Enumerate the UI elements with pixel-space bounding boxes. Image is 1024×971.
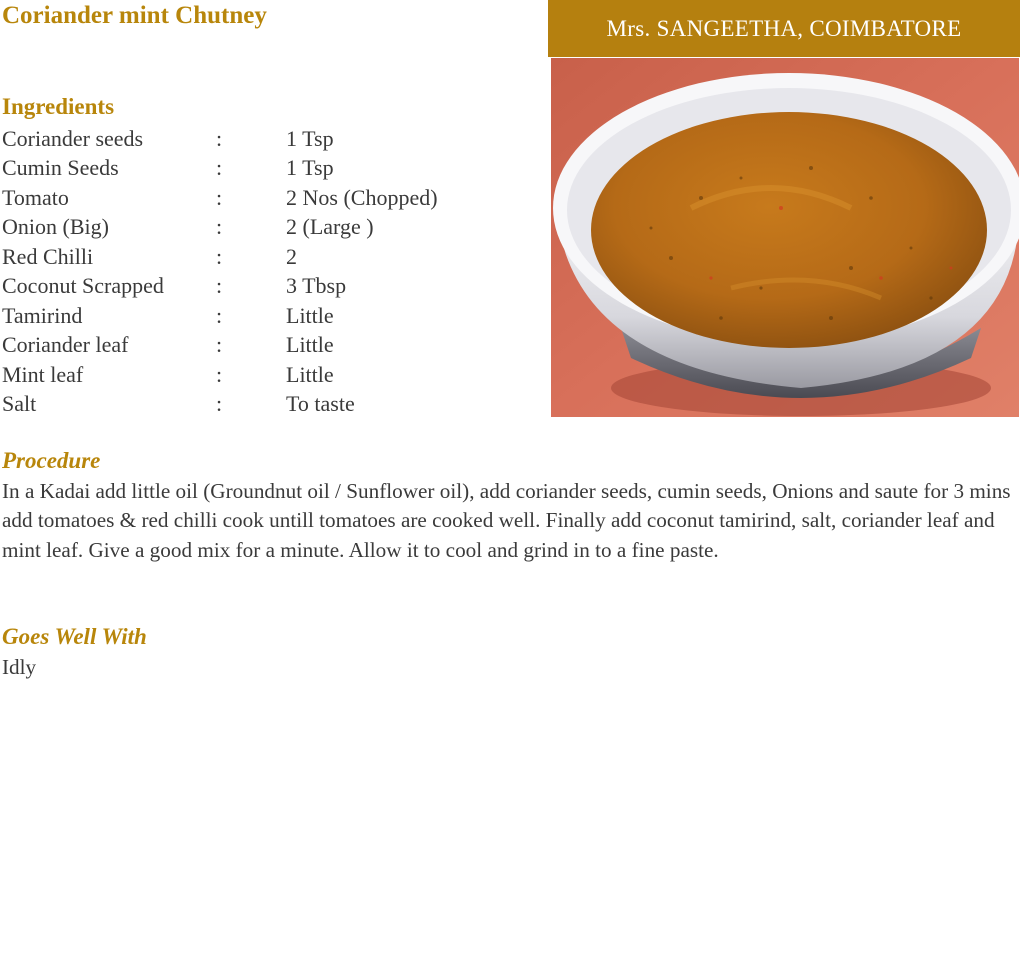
ingredient-name: Mint leaf: [2, 361, 84, 387]
ingredients-heading: Ingredients: [2, 94, 115, 119]
ingredient-name: Tamirind: [2, 302, 83, 328]
ingredient-name: Coriander seeds: [2, 125, 144, 151]
ingredient-row: [2, 390, 542, 420]
ingredient-name: Tomato: [2, 184, 69, 210]
ingredient-separator: :: [216, 184, 223, 210]
ingredient-name: Onion (Big): [2, 214, 109, 240]
goes-well-with-text: Idly: [2, 655, 37, 679]
ingredient-row: [2, 213, 542, 243]
procedure-text: In a Kadai add little oil (Groundnut oil / Sunflower oil), add coriander seeds, cumin seeds, Onions and saute for 3 mins add tomatoes & red chilli cook untill tomatoes are cooked well. Finally add coconut tamirind, salt, coriander leaf and mint leaf. Give a good mix for a minute. Allow it to cool and grind in to a fine paste.: [2, 479, 1011, 562]
ingredient-separator: :: [216, 361, 223, 387]
ingredient-separator: :: [216, 155, 223, 181]
ingredient-quantity: 1 Tsp: [286, 155, 334, 181]
ingredient-row: [2, 331, 542, 361]
ingredient-quantity: 1 Tsp: [286, 125, 334, 151]
chutney-bowl-image: [551, 58, 1019, 417]
ingredient-row: [2, 154, 542, 184]
goes-well-with-heading: Goes Well With: [2, 624, 147, 649]
procedure-heading: Procedure: [2, 448, 101, 473]
ingredient-separator: :: [216, 125, 223, 151]
ingredient-separator: :: [216, 302, 223, 328]
ingredient-quantity: Little: [286, 332, 334, 358]
ingredient-quantity: 3 Tbsp: [286, 273, 347, 299]
ingredients-list: [2, 124, 542, 419]
ingredient-name: Red Chilli: [2, 243, 94, 269]
ingredient-quantity: 2: [286, 243, 297, 269]
ingredient-separator: :: [216, 273, 223, 299]
recipe-title: Coriander mint Chutney: [2, 2, 267, 29]
ingredient-name: Coriander leaf: [2, 332, 129, 358]
ingredient-row: [2, 360, 542, 390]
author-banner: [548, 0, 1020, 57]
ingredient-quantity: 2 (Large ): [286, 214, 374, 240]
ingredient-name: Cumin Seeds: [2, 155, 119, 181]
ingredient-row: [2, 124, 542, 154]
ingredient-name: Salt: [2, 391, 37, 417]
chutney-photo: [551, 58, 1019, 417]
ingredient-row: [2, 242, 542, 272]
ingredient-name: Coconut Scrapped: [2, 273, 164, 299]
ingredient-separator: :: [216, 332, 223, 358]
author-name: Mrs. SANGEETHA, COIMBATORE: [606, 15, 962, 41]
ingredient-quantity: To taste: [286, 391, 355, 417]
ingredient-row: [2, 301, 542, 331]
ingredient-row: [2, 183, 542, 213]
ingredient-separator: :: [216, 243, 223, 269]
ingredient-separator: :: [216, 214, 223, 240]
ingredient-quantity: 2 Nos (Chopped): [286, 184, 438, 210]
ingredient-row: [2, 272, 542, 302]
ingredient-separator: :: [216, 391, 223, 417]
ingredient-quantity: Little: [286, 302, 334, 328]
ingredient-quantity: Little: [286, 361, 334, 387]
